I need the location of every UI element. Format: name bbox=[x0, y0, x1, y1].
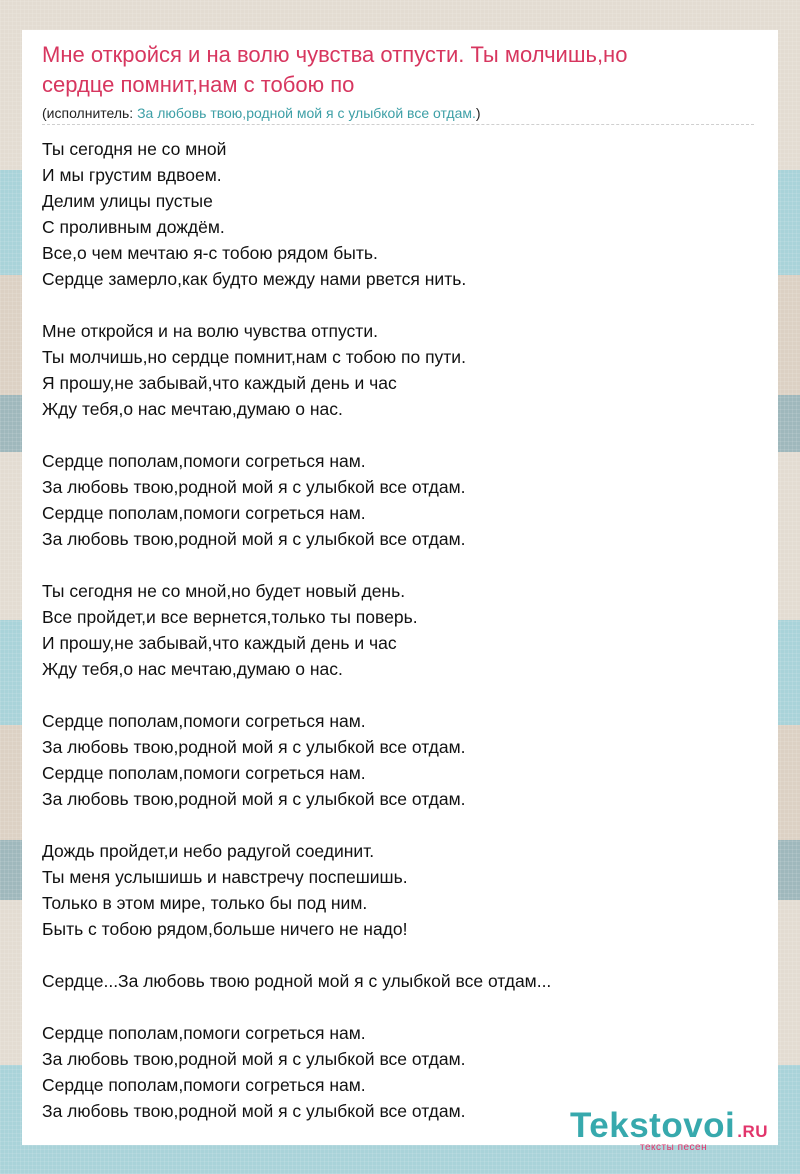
lyrics-stanza bbox=[42, 448, 762, 552]
lyrics-line: Жду тебя,о нас мечтаю,думаю о нас. bbox=[42, 659, 343, 679]
lyrics-line: Сердце пополам,помоги согреться нам. bbox=[42, 1075, 366, 1095]
lyrics-line: Ты сегодня не со мной,но будет новый день. bbox=[42, 581, 406, 601]
lyrics-line: За любовь твою,родной мой я с улыбкой все отдам. bbox=[42, 1049, 466, 1069]
lyrics-line: За любовь твою,родной мой я с улыбкой все отдам. bbox=[42, 529, 466, 549]
lyrics-line: Ты меня услышишь и навстречу поспешишь. bbox=[42, 867, 408, 887]
lyrics-line: Делим улицы пустые bbox=[42, 191, 213, 211]
lyrics-line: Сердце пополам,помоги согреться нам. bbox=[42, 711, 366, 731]
logo-subtitle: тексты песен bbox=[640, 1142, 708, 1153]
lyrics-line: Я прошу,не забывай,что каждый день и час bbox=[42, 373, 397, 393]
lyrics-line: Жду тебя,о нас мечтаю,думаю о нас. bbox=[42, 399, 343, 419]
song-title-line-1: Мне откройся и на волю чувства отпусти. Ты молчишь,но bbox=[42, 42, 628, 67]
lyrics-stanza bbox=[42, 708, 762, 812]
song-title bbox=[42, 40, 762, 100]
lyrics-line: За любовь твою,родной мой я с улыбкой все отдам. bbox=[42, 789, 466, 809]
lyrics-card bbox=[22, 30, 778, 1145]
lyrics-line: Дождь пройдет,и небо радугой соединит. bbox=[42, 841, 375, 861]
lyrics-stanza bbox=[42, 968, 762, 994]
logo-tld: .RU bbox=[737, 1122, 769, 1141]
lyrics-line: Ты молчишь,но сердце помнит,нам с тобою по пути. bbox=[42, 347, 466, 367]
lyrics-line: Мне откройся и на волю чувства отпусти. bbox=[42, 321, 378, 341]
lyrics-line: За любовь твою,родной мой я с улыбкой все отдам. bbox=[42, 737, 466, 757]
lyrics-stanza bbox=[42, 838, 762, 942]
song-header bbox=[42, 40, 762, 125]
artist-suffix: ) bbox=[475, 105, 481, 121]
lyrics-line: И прошу,не забывай,что каждый день и час bbox=[42, 633, 397, 653]
lyrics-line: Сердце пополам,помоги согреться нам. bbox=[42, 1023, 366, 1043]
site-logo[interactable] bbox=[570, 1106, 780, 1166]
lyrics-stanza bbox=[42, 318, 762, 422]
song-title-line-2: сердце помнит,нам с тобою по bbox=[42, 72, 355, 97]
lyrics-line: Все пройдет,и все вернется,только ты поверь. bbox=[42, 607, 418, 627]
lyrics-line: Сердце пополам,помоги согреться нам. bbox=[42, 503, 366, 523]
lyrics-line: За любовь твою,родной мой я с улыбкой все отдам. bbox=[42, 1101, 466, 1121]
logo-main-text: Tekstovoi bbox=[570, 1106, 736, 1145]
lyrics-line: Сердце пополам,помоги согреться нам. bbox=[42, 763, 366, 783]
lyrics-line: С проливным дождём. bbox=[42, 217, 225, 237]
lyrics-stanza bbox=[42, 578, 762, 682]
lyrics-line: Только в этом мире, только бы под ним. bbox=[42, 893, 368, 913]
lyrics-line: Сердце...За любовь твою родной мой я с улыбкой все отдам... bbox=[42, 971, 552, 991]
lyrics-stanza bbox=[42, 136, 762, 292]
artist-link[interactable]: За любовь твою,родной мой я с улыбкой все отдам. bbox=[137, 105, 476, 121]
lyrics-line: Все,о чем мечтаю я-с тобою рядом быть. bbox=[42, 243, 378, 263]
lyrics-body bbox=[42, 136, 762, 1150]
lyrics-line: Сердце замерло,как будто между нами рвется нить. bbox=[42, 269, 467, 289]
lyrics-line: И мы грустим вдвоем. bbox=[42, 165, 222, 185]
lyrics-line: Сердце пополам,помоги согреться нам. bbox=[42, 451, 366, 471]
artist-prefix: (исполнитель: bbox=[42, 105, 138, 121]
lyrics-line: За любовь твою,родной мой я с улыбкой все отдам. bbox=[42, 477, 466, 497]
lyrics-line: Ты сегодня не со мной bbox=[42, 139, 227, 159]
lyrics-line: Быть с тобою рядом,больше ничего не надо! bbox=[42, 919, 408, 939]
artist-line bbox=[42, 104, 754, 125]
